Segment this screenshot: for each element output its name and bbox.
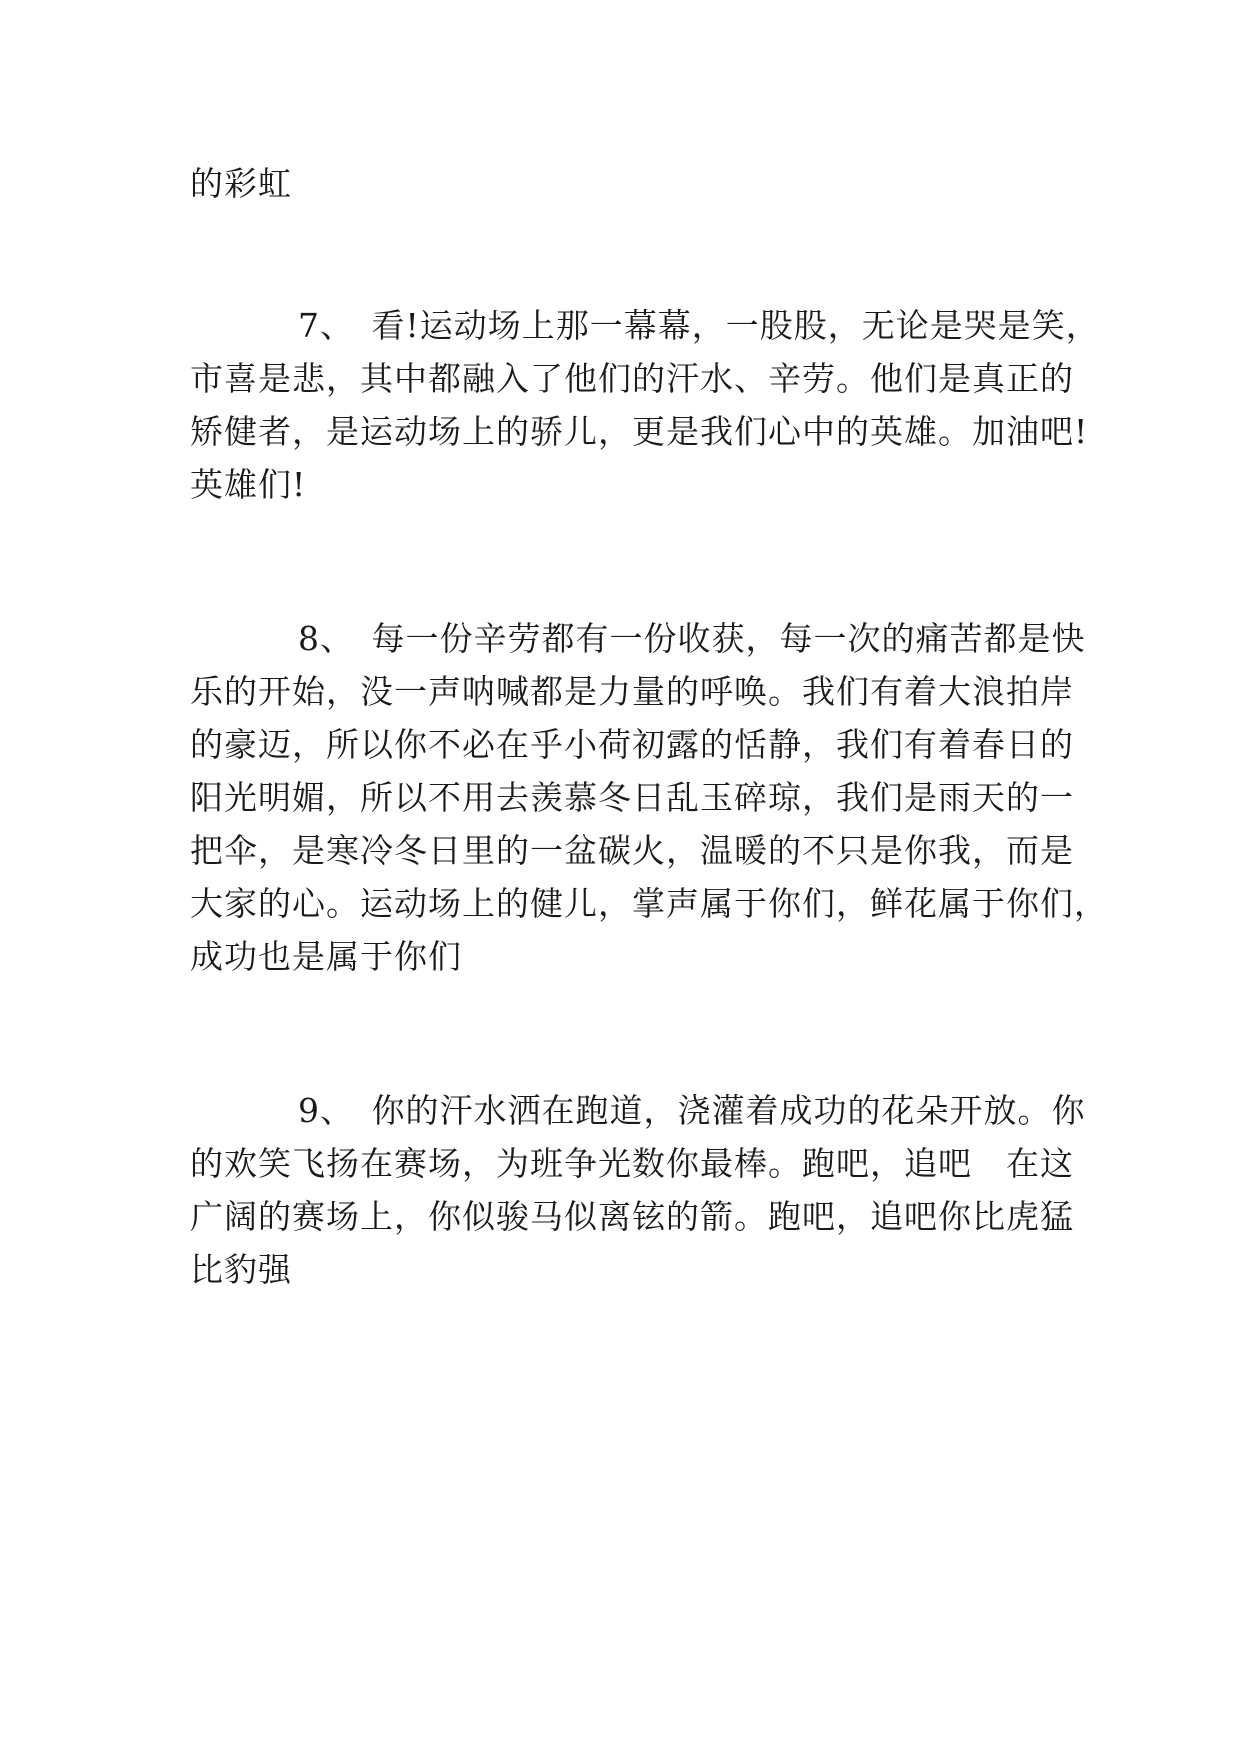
item-9-line-3: 广阔的赛场上，你似骏马似离铉的箭。跑吧，追吧你比虎猛	[190, 1197, 1074, 1236]
item-9-line-4: 比豹强	[190, 1250, 292, 1289]
item-8-line-2: 乐的开始，没一声呐喊都是力量的呼唤。我们有着大浪拍岸	[190, 672, 1074, 711]
continuation-line: 的彩虹	[190, 164, 292, 203]
item-7-line-1: 7、 看!运动场上那一幕幕，一股股，无论是哭是笑，	[298, 306, 1100, 345]
item-7-line-3: 矫健者，是运动场上的骄儿，更是我们心中的英雄。加油吧!	[190, 412, 1089, 451]
item-8-line-6: 大家的心。运动场上的健儿，掌声属于你们，鲜花属于你们，	[190, 884, 1108, 923]
item-7-line-2: 市喜是悲，其中都融入了他们的汗水、辛劳。他们是真正的	[190, 359, 1074, 398]
item-8-line-4: 阳光明媚，所以不用去羡慕冬日乱玉碎琼，我们是雨天的一	[190, 778, 1074, 817]
item-9-line-2: 的欢笑飞扬在赛场，为班争光数你最棒。跑吧，追吧 在这	[190, 1144, 1074, 1183]
item-8-line-7: 成功也是属于你们	[190, 937, 462, 976]
item-9-line-1: 9、 你的汗水洒在跑道，浇灌着成功的花朵开放。你	[298, 1091, 1086, 1130]
item-8-line-3: 的豪迈，所以你不必在乎小荷初露的恬静，我们有着春日的	[190, 725, 1074, 764]
item-7-line-4: 英雄们!	[190, 465, 307, 504]
item-8-line-1: 8、 每一份辛劳都有一份收获，每一次的痛苦都是快	[298, 619, 1086, 658]
item-8-line-5: 把伞，是寒冷冬日里的一盆碳火，温暖的不只是你我，而是	[190, 831, 1074, 870]
